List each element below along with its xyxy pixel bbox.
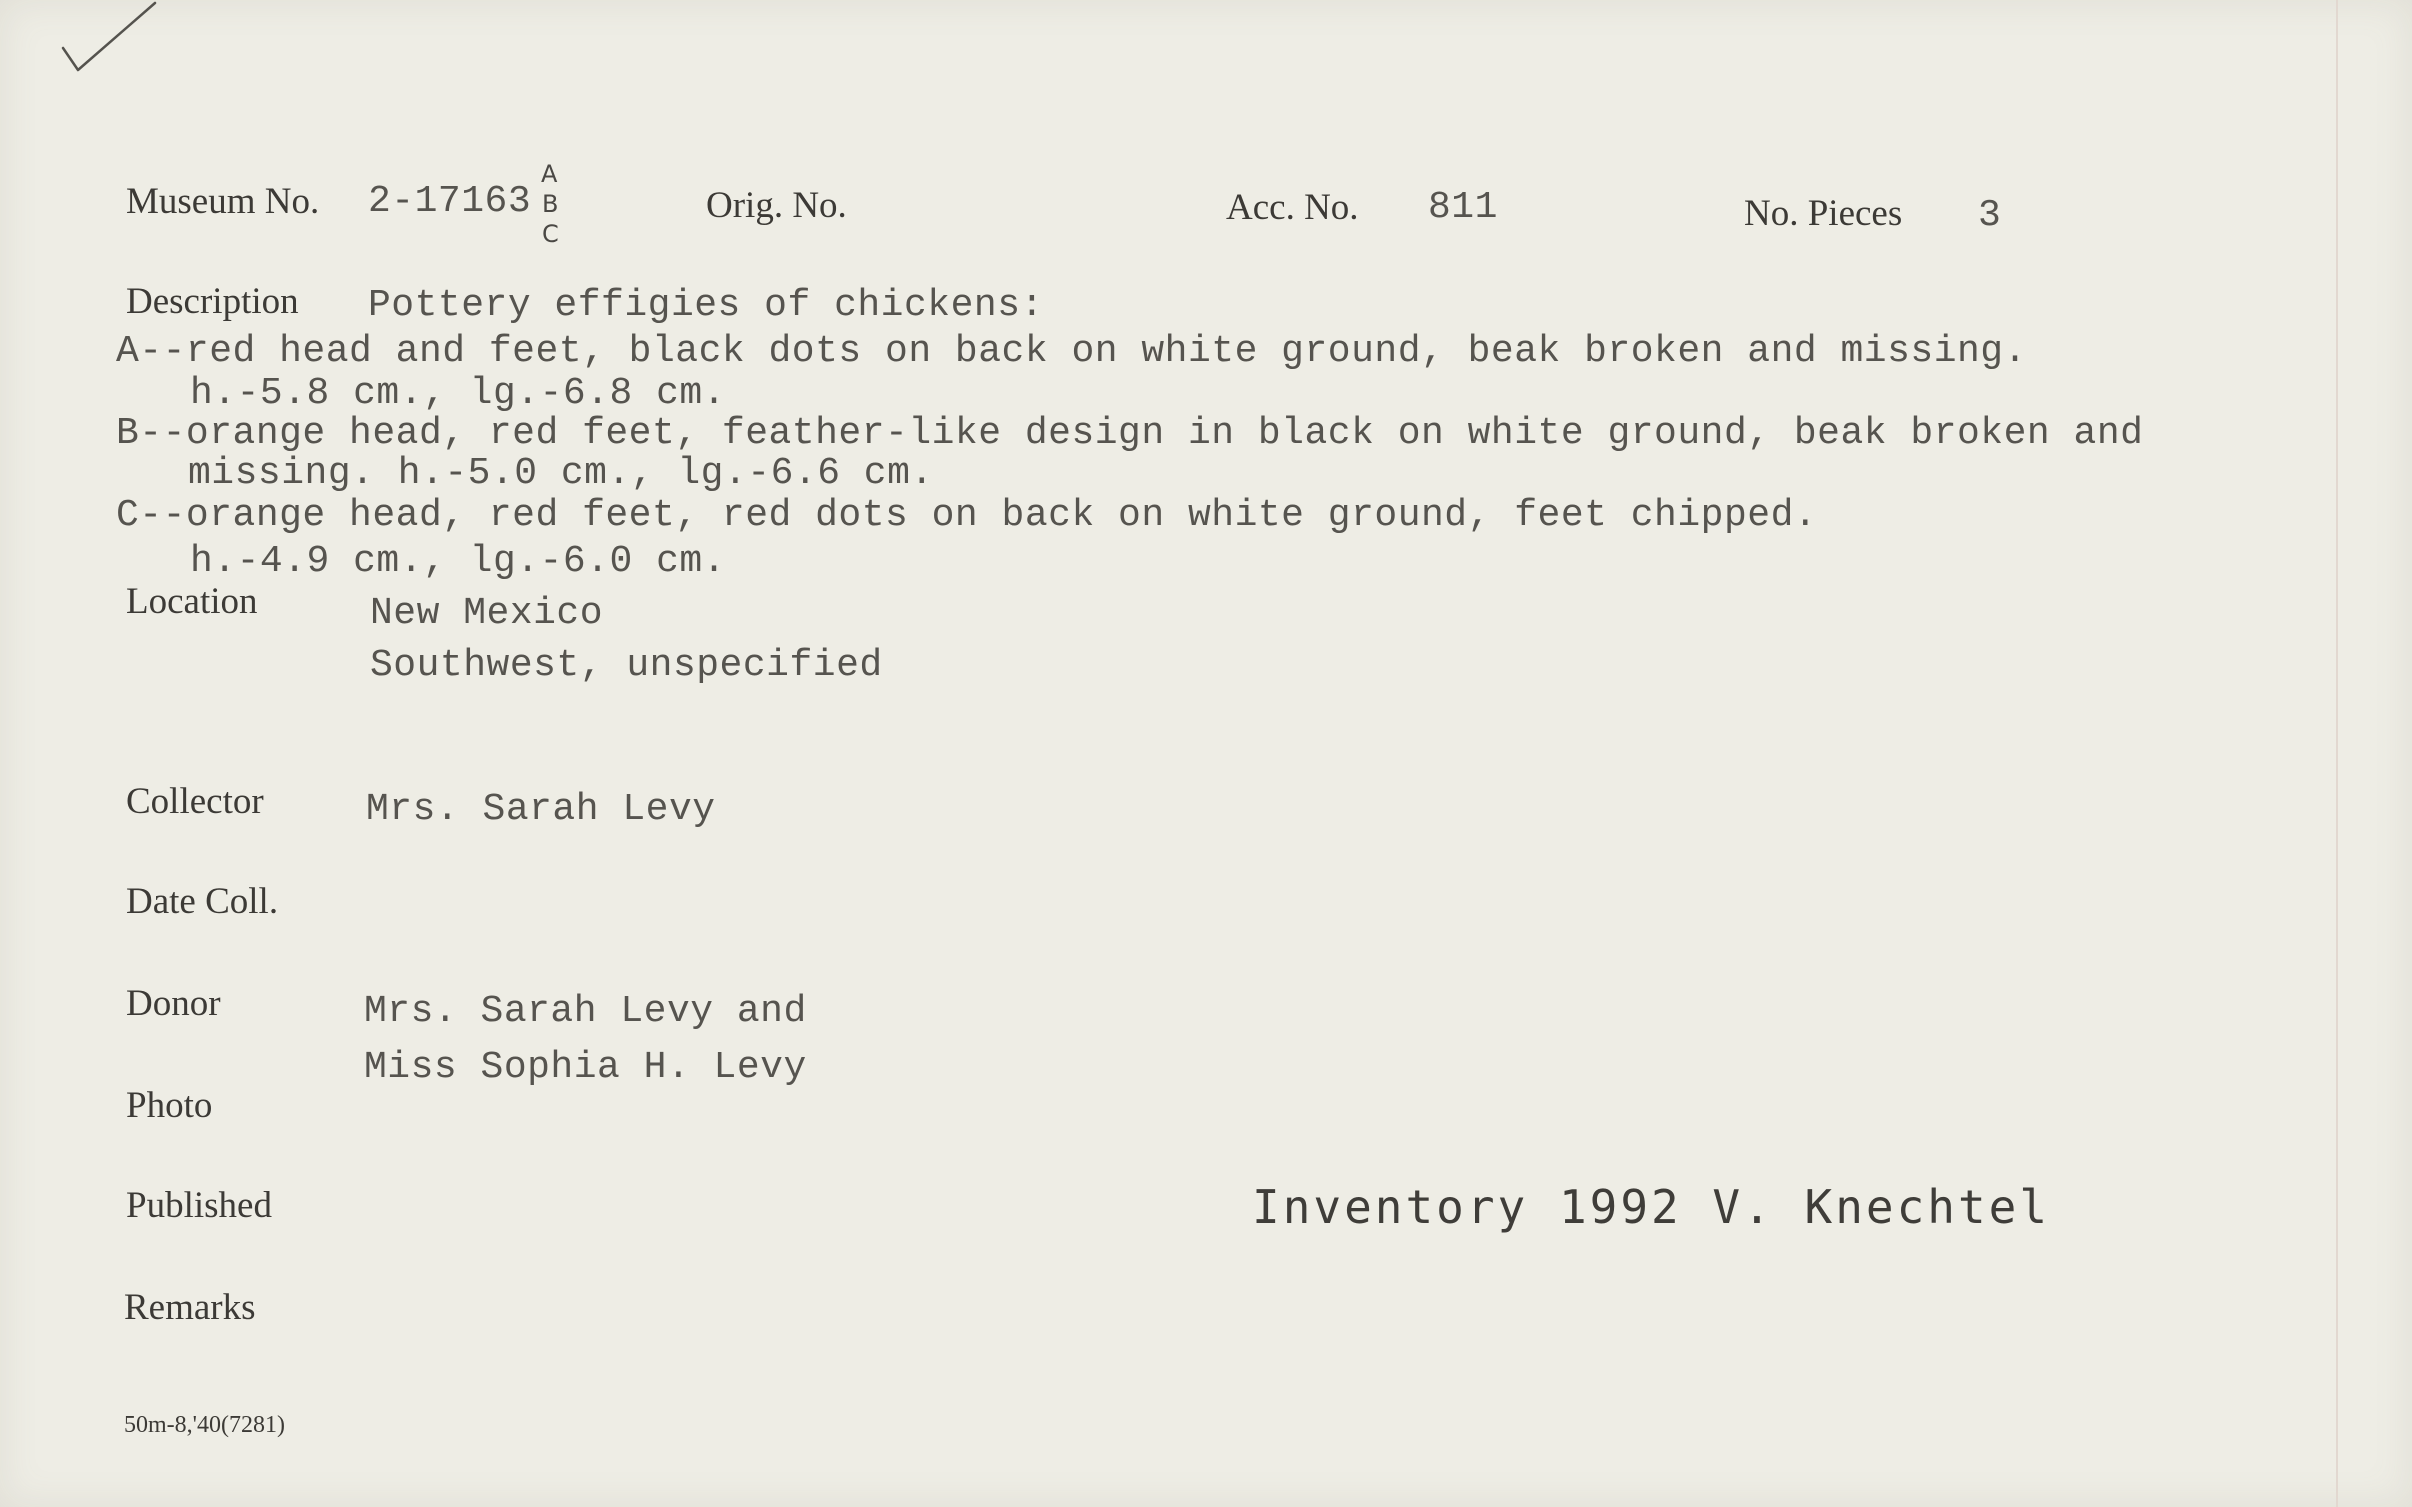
photo-label: Photo bbox=[126, 1085, 213, 1126]
published-label: Published bbox=[126, 1185, 272, 1226]
collector-value: Mrs. Sarah Levy bbox=[366, 788, 716, 831]
description-label: Description bbox=[126, 281, 299, 322]
suffix-letter-a: A bbox=[541, 160, 558, 188]
donor-line: Mrs. Sarah Levy and bbox=[364, 990, 807, 1033]
inventory-stamp: Inventory 1992 V. Knechtel bbox=[1252, 1180, 2051, 1234]
checkmark-icon bbox=[60, 0, 170, 80]
orig-no-label: Orig. No. bbox=[706, 185, 847, 226]
description-line: h.-4.9 cm., lg.-6.0 cm. bbox=[190, 540, 726, 583]
museum-no-label: Museum No. bbox=[126, 181, 320, 222]
no-pieces-value: 3 bbox=[1978, 194, 2002, 237]
remarks-label: Remarks bbox=[124, 1287, 256, 1328]
location-line: New Mexico bbox=[370, 592, 604, 635]
suffix-letter-c: C bbox=[542, 220, 559, 248]
acc-no-label: Acc. No. bbox=[1226, 187, 1359, 228]
description-line: h.-5.8 cm., lg.-6.8 cm. bbox=[190, 372, 726, 415]
date-coll-label: Date Coll. bbox=[126, 881, 279, 922]
description-line: C--orange head, red feet, red dots on back on white ground, feet chipped. bbox=[116, 494, 1818, 537]
form-number: 50m-8,'40(7281) bbox=[124, 1412, 285, 1438]
card-edge-line bbox=[2336, 0, 2338, 1507]
museum-no-value: 2-17163 bbox=[368, 180, 532, 223]
donor-line: Miss Sophia H. Levy bbox=[364, 1046, 807, 1089]
location-line: Southwest, unspecified bbox=[370, 644, 883, 687]
description-line: A--red head and feet, black dots on back on white ground, beak broken and missing. bbox=[116, 330, 2027, 373]
suffix-letter-b: B bbox=[542, 190, 559, 218]
acc-no-value: 811 bbox=[1428, 186, 1498, 229]
donor-label: Donor bbox=[126, 983, 221, 1024]
description-line: B--orange head, red feet, feather-like design in black on white ground, beak broken and bbox=[116, 412, 2144, 455]
description-line: missing. h.-5.0 cm., lg.-6.6 cm. bbox=[188, 452, 934, 495]
description-line: Pottery effigies of chickens: bbox=[368, 284, 1044, 327]
collector-label: Collector bbox=[126, 781, 264, 822]
no-pieces-label: No. Pieces bbox=[1744, 193, 1903, 234]
location-label: Location bbox=[126, 581, 258, 622]
